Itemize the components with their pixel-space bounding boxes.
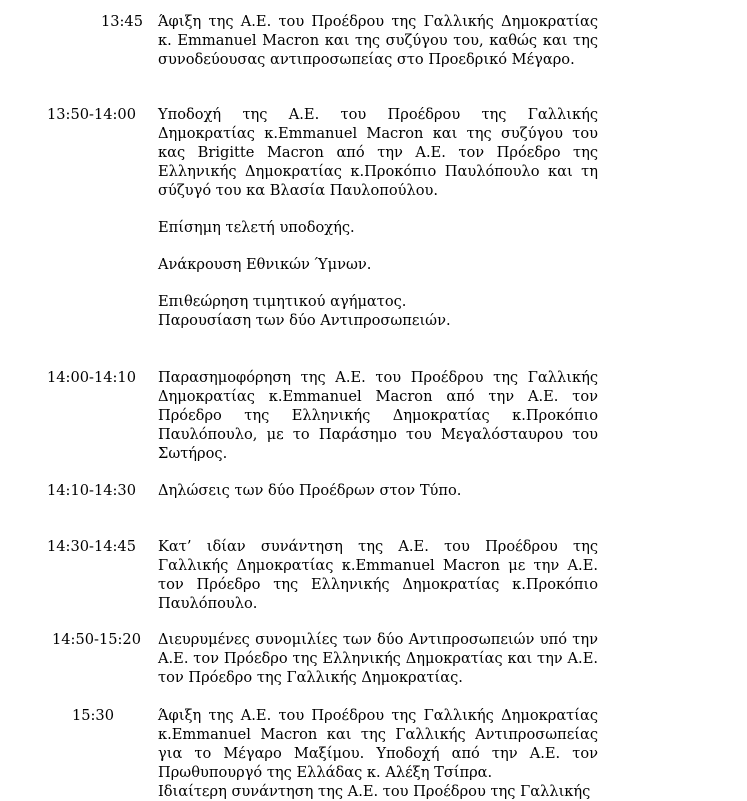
entry-paragraph: Άφιξη της Α.Ε. του Προέδρου της Γαλλικής Δημοκρατίας κ.Emmanuel Macron και της Γαλλικής Αντιπροσωπείας για το Μέγαρο Μαξίμου. Υποδοχή από την Α.Ε. τον Πρωθυπουργό της Ελλάδας κ. Αλέξη Τσίπρα. <box>158 707 598 781</box>
entry-paragraph: Άφιξη της Α.Ε. του Προέδρου της Γαλλικής Δημοκρατίας κ. Emmanuel Macron και της συζύγου του, καθώς και της συνοδεύουσας αντιπροσωπείας στο Προεδρικό Μέγαρο. <box>158 13 598 68</box>
entry-paragraph: Διευρυμένες συνομιλίες των δύο Αντιπροσωπειών υπό την Α.Ε. τον Πρόεδρο της Ελληνικής Δημοκρατίας και την Α.Ε. τον Πρόεδρο της Γαλλικής Δημοκρατίας. <box>158 631 598 686</box>
entry-description <box>158 12 598 69</box>
entry-paragraph: Παρουσίαση των δύο Αντιπροσωπειών. <box>158 312 451 329</box>
entry-paragraph: Επιθεώρηση τιμητικού αγήματος. <box>158 293 407 310</box>
entry-paragraph: Κατ’ ιδίαν συνάντηση της Α.Ε. του Προέδρου της Γαλλικής Δημοκρατίας κ.Emmanuel Macron με την Α.Ε. τον Πρόεδρο της Ελληνικής Δημοκρατίας κ.Προκόπιο Παυλόπουλο. <box>158 538 598 612</box>
entry-time: 14:10-14:30 <box>46 482 136 499</box>
entry-description <box>158 481 598 500</box>
entry-paragraph: Υποδοχή της Α.Ε. του Προέδρου της Γαλλικής Δημοκρατίας κ.Emmanuel Macron και της συζύγου του κας Brigitte Macron από την Α.Ε. τον Πρόεδρο της Ελληνικής Δημοκρατίας κ.Προκόπιο Παυλόπουλο και τη σύζυγό του κα Βλασία Παυλοπούλου. <box>158 106 598 199</box>
entry-time: 13:50-14:00 <box>46 106 136 123</box>
entry-time: 14:00-14:10 <box>46 369 136 386</box>
entry-time: 14:30-14:45 <box>46 538 136 555</box>
entry-paragraph: Ανάκρουση Εθνικών Ύμνων. <box>158 256 372 273</box>
entry-description <box>158 537 598 613</box>
entry-description <box>158 630 598 687</box>
entry-description <box>158 706 598 801</box>
entry-paragraph: Δηλώσεις των δύο Προέδρων στον Τύπο. <box>158 482 462 499</box>
entry-time: 13:45 <box>100 13 143 30</box>
entry-paragraph: Ιδιαίτερη συνάντηση της Α.Ε. του Προέδρου της Γαλλικής <box>158 783 591 800</box>
entry-paragraph: Παρασημοφόρηση της Α.Ε. του Προέδρου της Γαλλικής Δημοκρατίας κ.Emmanuel Macron από την Α.Ε. τον Πρόεδρο της Ελληνικής Δημοκρατίας κ.Προκόπιο Παυλόπουλο, με το Παράσημο του Μεγαλόσταυρου του Σωτήρος. <box>158 369 598 462</box>
entry-time: 15:30 <box>71 707 114 724</box>
entry-description <box>158 368 598 463</box>
entry-paragraph: Επίσημη τελετή υποδοχής. <box>158 219 355 236</box>
entry-time: 14:50-15:20 <box>51 631 141 648</box>
entry-description <box>158 105 598 330</box>
